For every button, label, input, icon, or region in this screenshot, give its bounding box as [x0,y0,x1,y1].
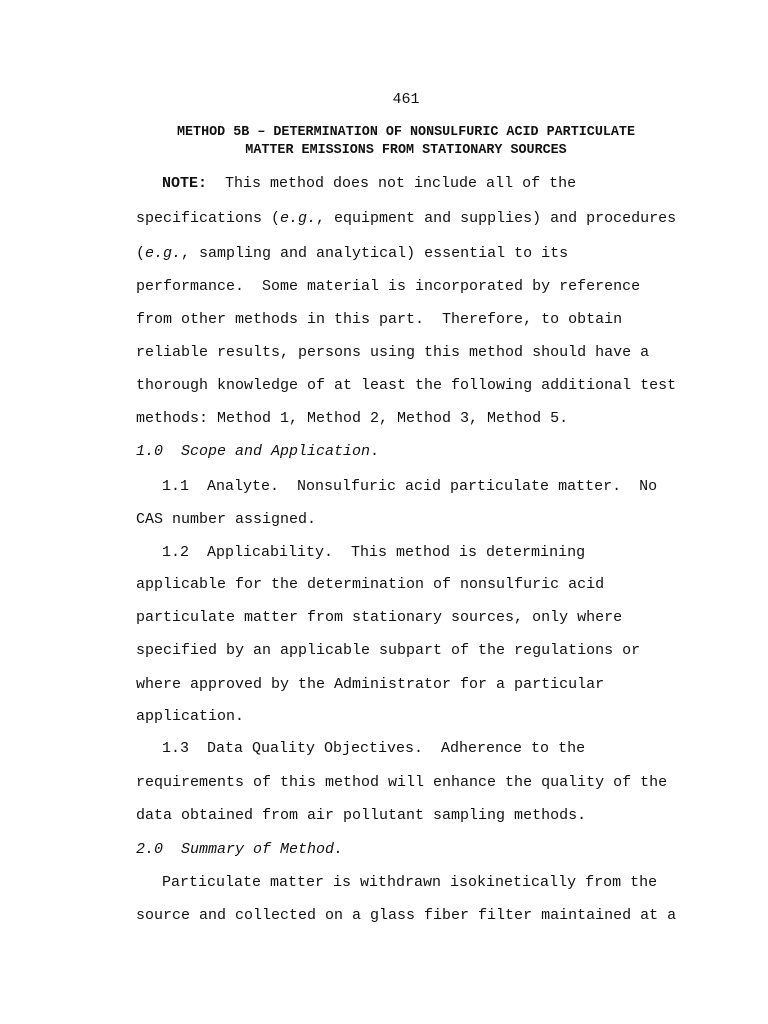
eg-abbrev: e.g. [280,210,317,227]
para-1-2-line-3: particulate matter from stationary sources, only where [136,609,623,626]
note-line-6: reliable results, persons using this method should have a [136,344,650,361]
note-line-1 [162,174,576,194]
para-1-3-line-3: data obtained from air pollutant sampling methods. [136,807,587,824]
para-2-line-2: source and collected on a glass fiber filter maintained at a [136,907,677,924]
para-1-3-line-1: 1.3 Data Quality Objectives. Adherence to the [162,740,586,757]
section-2-heading: 2.0 Summary of Method. [136,841,344,858]
note-line-2: specifications (e.g., equipment and supplies) and procedures [136,210,677,227]
para-1-1-line-2: CAS number assigned. [136,511,317,528]
note-line-8: methods: Method 1, Method 2, Method 3, Method 5. [136,410,569,427]
document-title [0,124,768,160]
para-1-1-line-1: 1.1 Analyte. Nonsulfuric acid particulate matter. No [162,478,658,495]
para-1-2-line-2: applicable for the determination of nonsulfuric acid [136,576,605,593]
para-1-2-line-6: application. [136,708,245,725]
para-1-2-line-1: 1.2 Applicability. This method is determining [162,544,586,561]
note-line-7: thorough knowledge of at least the following additional test [136,377,677,394]
para-1-2-line-4: specified by an applicable subpart of the regulations or [136,642,641,659]
para-1-2-line-5: where approved by the Administrator for a particular [136,676,605,693]
eg-abbrev: e.g. [145,245,182,262]
title-line-1: METHOD 5B – DETERMINATION OF NONSULFURIC ACID PARTICULATE [176,125,636,140]
note-line-5: from other methods in this part. Therefore, to obtain [136,311,623,328]
section-1-heading: 1.0 Scope and Application. [136,443,380,460]
para-2-line-1: Particulate matter is withdrawn isokinetically from the [162,874,658,891]
title-line-2: MATTER EMISSIONS FROM STATIONARY SOURCES [245,143,567,158]
note-label: NOTE: [162,175,208,192]
note-text: This method does not include all of the [207,175,577,192]
note-line-4: performance. Some material is incorporated by reference [136,278,641,295]
note-line-3: (e.g., sampling and analytical) essential to its [136,245,569,262]
page-number: 461 [392,91,420,108]
para-1-3-line-2: requirements of this method will enhance the quality of the [136,774,668,791]
